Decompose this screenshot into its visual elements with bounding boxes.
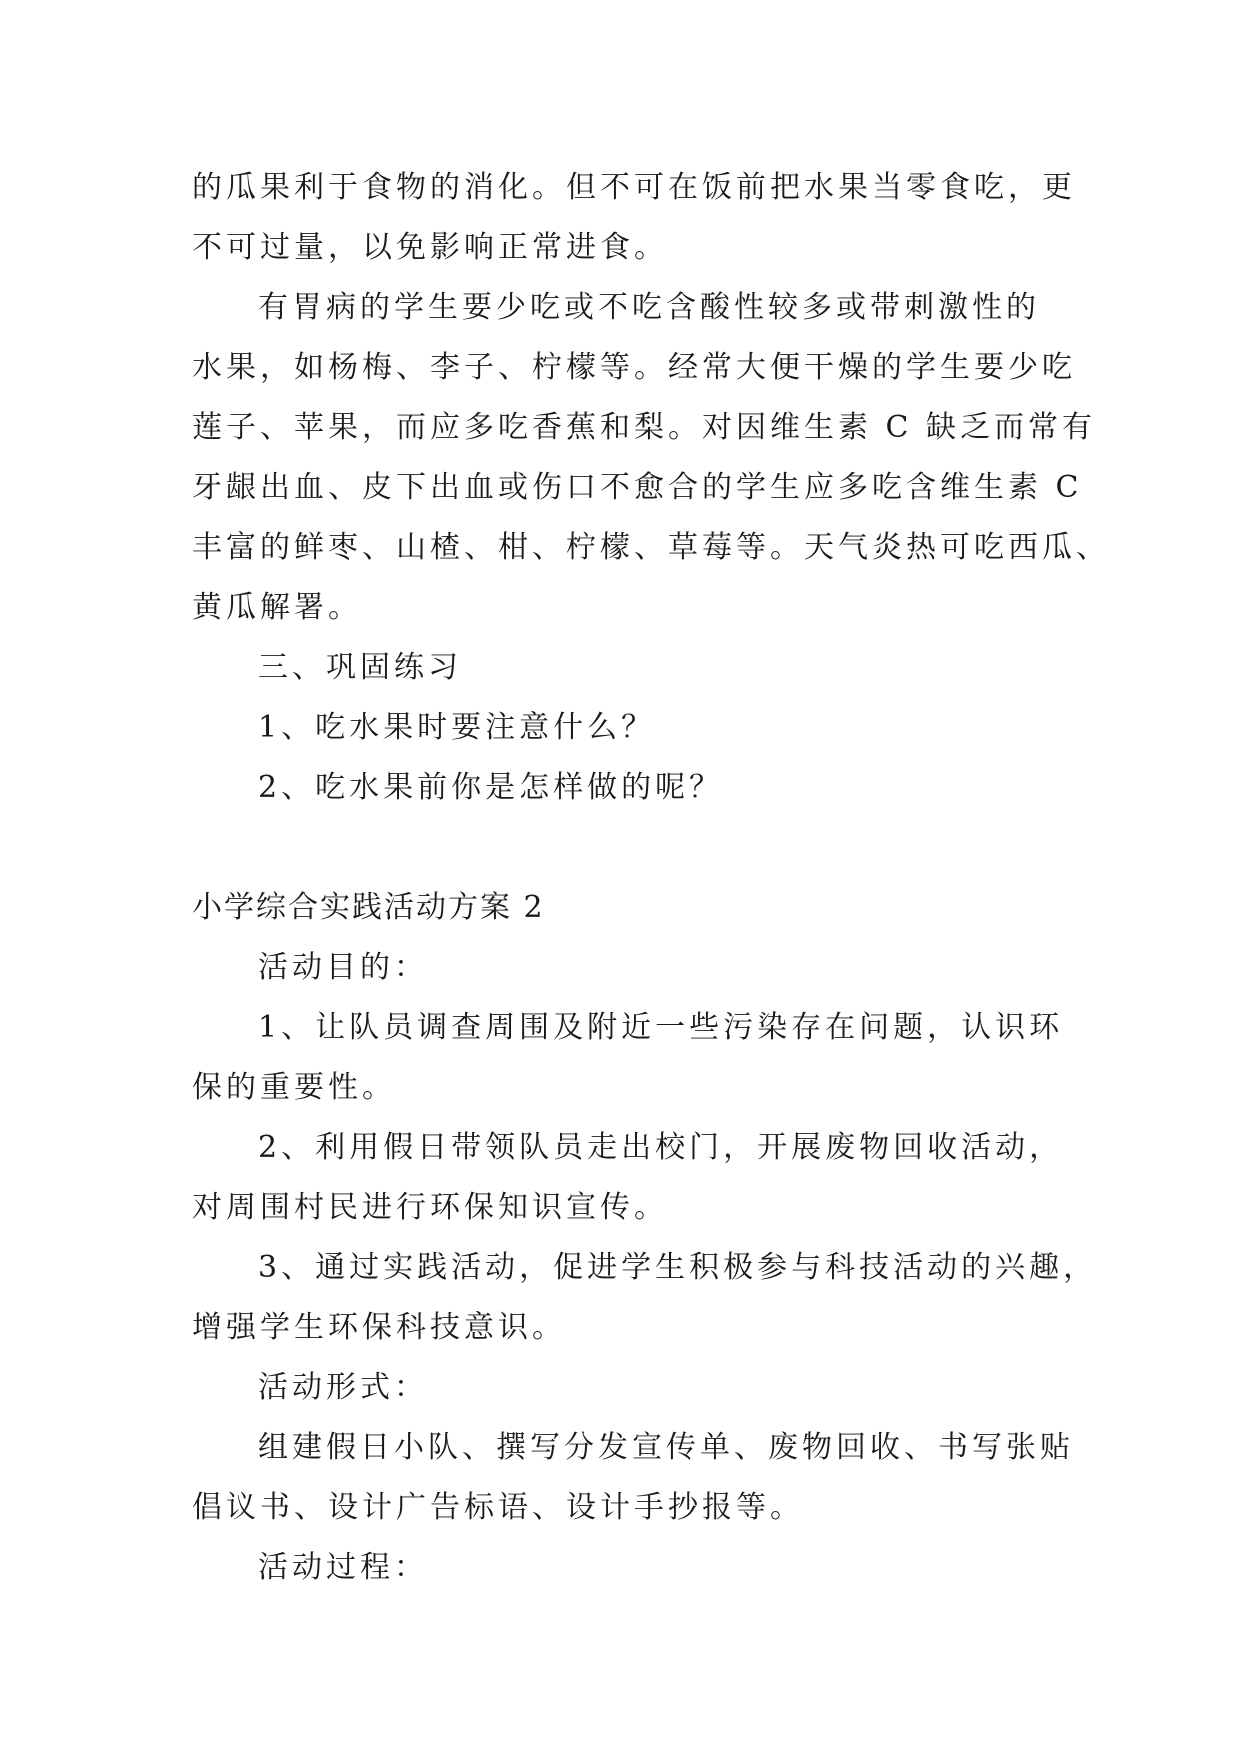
section-heading: 三、巩固练习	[258, 650, 462, 685]
section-title: 小学综合实践活动方案 2	[192, 890, 545, 925]
question-item: 1、吃水果时要注意什么？	[258, 710, 656, 745]
spacer	[192, 818, 1052, 878]
text-line: 有胃病的学生要少吃或不吃含酸性较多或带刺激性的	[258, 290, 1040, 325]
text-line: 莲子、苹果，而应多吃香蕉和梨。对因维生素 C 缺乏而常有	[192, 410, 1097, 445]
text-line: 倡议书、设计广告标语、设计手抄报等。	[192, 1490, 804, 1525]
text-line: 对周围村民进行环保知识宣传。	[192, 1190, 668, 1225]
text-line: 1、让队员调查周围及附近一些污染存在问题，认识环	[258, 1010, 1064, 1045]
text-line: 的瓜果利于食物的消化。但不可在饭前把水果当零食吃，更	[192, 170, 1076, 205]
text-line: 牙龈出血、皮下出血或伤口不愈合的学生应多吃含维生素 C	[192, 470, 1083, 505]
subheading: 活动形式：	[258, 1370, 428, 1405]
text-line: 3、通过实践活动，促进学生积极参与科技活动的兴趣，	[258, 1250, 1098, 1285]
subheading: 活动目的：	[258, 950, 428, 985]
subheading: 活动过程：	[258, 1550, 428, 1585]
text-line: 黄瓜解署。	[192, 590, 362, 625]
question-item: 2、吃水果前你是怎样做的呢？	[258, 770, 724, 805]
text-line: 不可过量，以免影响正常进食。	[192, 230, 668, 265]
text-line: 水果，如杨梅、李子、柠檬等。经常大便干燥的学生要少吃	[192, 350, 1076, 385]
text-line: 组建假日小队、撰写分发宣传单、废物回收、书写张贴	[258, 1430, 1074, 1465]
text-line: 保的重要性。	[192, 1070, 396, 1105]
text-line: 丰富的鲜枣、山楂、柑、柠檬、草莓等。天气炎热可吃西瓜、	[192, 530, 1110, 565]
text-line: 增强学生环保科技意识。	[192, 1310, 566, 1345]
text-line: 2、利用假日带领队员走出校门，开展废物回收活动，	[258, 1130, 1064, 1165]
document-page	[192, 158, 1110, 1598]
